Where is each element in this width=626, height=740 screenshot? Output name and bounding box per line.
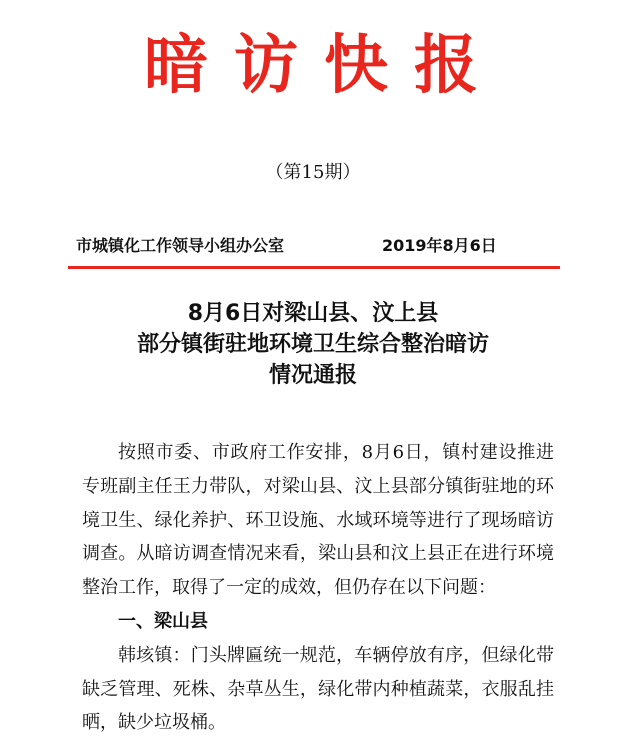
issuing-organization: 市城镇化工作领导小组办公室 bbox=[76, 236, 285, 255]
issue-number: （第15期） bbox=[265, 162, 361, 183]
issue-date: 2019年8月6日 bbox=[382, 236, 497, 255]
header-row bbox=[76, 232, 556, 260]
section-heading-liangshan: 一、梁山县 bbox=[118, 610, 208, 632]
document-body bbox=[82, 436, 554, 740]
hanhai-town-paragraph: 韩垓镇：门头牌匾统一规范，车辆停放有序，但绿化带缺乏管理、死株、杂草丛生，绿化带内种植蔬菜，衣服乱挂晒，缺少垃圾桶。 bbox=[82, 644, 554, 734]
headline-line-3: 情况通报 bbox=[268, 363, 357, 388]
intro-paragraph: 按照市委、市政府工作安排，8月6日，镇村建设推进专班副主任王力带队，对梁山县、汶上县部分镇街驻地的环境卫生、绿化养护、环卫设施、水域环境等进行了现场暗访调查。从暗访调查情况来看，梁山县和汶上县正在进行环境整治工作，取得了一定的成效，但仍存在以下问题： bbox=[82, 442, 554, 599]
red-divider-line bbox=[68, 266, 560, 269]
document-headline bbox=[0, 298, 626, 391]
masthead-title: 暗访快报 bbox=[144, 29, 504, 103]
headline-line-1: 8月6日对梁山县、汶上县 bbox=[187, 301, 439, 326]
headline-line-2: 部分镇街驻地环境卫生综合整治暗访 bbox=[136, 332, 489, 357]
